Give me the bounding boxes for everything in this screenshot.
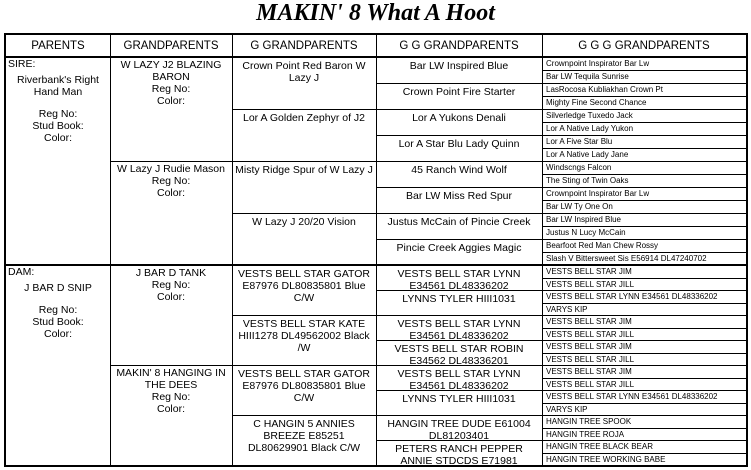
ggg-grandparent-cell: HANGIN TREE ROJA	[546, 429, 625, 439]
reg-no-label: Reg No:	[151, 175, 191, 187]
registration-info	[8, 304, 108, 340]
gg-grandparent-cell: Bar LW Miss Red Spur	[406, 190, 512, 202]
ggg-grandparent-cell: Bearfoot Red Man Chew Rossy	[546, 241, 659, 250]
ggg-grandparent-cell: LasRocosa Kubliakhan Crown Pt	[546, 85, 663, 94]
ggg-grandparent-cell: Justus N Lucy McCain	[546, 228, 626, 237]
ggg-grandparent-cell: VESTS BELL STAR JIM	[546, 367, 632, 376]
color-label: Color:	[156, 95, 185, 107]
ggg-grandparent-cell: HANGIN TREE WORKING BABE	[546, 454, 666, 464]
ggg-grandparent-cell: VESTS BELL STAR JILL	[546, 379, 635, 389]
column-header: G GRANDPARENTS	[250, 40, 358, 52]
ggg-grandparent-cell: VARYS KIP	[546, 404, 588, 414]
column-divider	[376, 35, 377, 465]
registration-info	[8, 108, 108, 144]
stud-book-label: Stud Book:	[32, 316, 84, 328]
pedigree-table	[4, 33, 748, 467]
grandparent-name: MAKIN' 8 HANGING IN THE DEES	[116, 367, 226, 391]
grandparent-name: W LAZY J2 BLAZING BARON	[120, 59, 222, 83]
gg-grandparent-cell: VESTS BELL STAR LYNN E34561 DL48336202	[397, 368, 521, 389]
grandparent-cell	[112, 367, 230, 463]
ggg-grandparent-cell: VESTS BELL STAR JILL	[546, 329, 635, 339]
ggg-grandparent-cell: Slash V Bittersweet Sis E56914 DL47240702	[546, 254, 707, 263]
gg-grandparent-cell: VESTS BELL STAR ROBIN E34562 DL48336201	[394, 343, 524, 364]
reg-no-label: Reg No:	[38, 304, 78, 316]
ggg-grandparent-cell: HANGIN TREE BLACK BEAR	[546, 442, 653, 451]
reg-no-label: Reg No:	[38, 108, 78, 120]
reg-no-label: Reg No:	[151, 279, 191, 291]
reg-no-label: Reg No:	[151, 391, 191, 403]
ggg-grandparent-cell: The Sting of Twin Oaks	[546, 176, 629, 185]
reg-no-label: Reg No:	[151, 83, 191, 95]
ggg-grandparent-cell: Lor A Five Star Blu	[546, 137, 613, 146]
dam-name: J BAR D SNIP	[24, 282, 92, 294]
column-header: PARENTS	[31, 40, 85, 52]
ggg-grandparent-cell: VESTS BELL STAR LYNN E34561 DL48336202	[546, 292, 718, 301]
column-header: GRANDPARENTS	[123, 40, 219, 52]
gg-grandparent-cell: HANGIN TREE DUDE E61004 DL81203401	[387, 418, 531, 439]
ggg-grandparent-cell: Silverledge Tuxedo Jack	[546, 111, 633, 120]
ggg-grandparent-cell: Lor A Native Lady Yukon	[546, 124, 634, 133]
column-divider	[110, 35, 111, 465]
grandparent-name: W Lazy J Rudie Mason	[117, 163, 225, 175]
gg-grandparent-cell: LYNNS TYLER HIII1031	[402, 293, 516, 305]
grandparent-name: J BAR D TANK	[135, 267, 207, 279]
column-divider	[232, 35, 233, 465]
ggg-grandparent-cell: VESTS BELL STAR JIM	[546, 267, 632, 276]
gg-grandparent-cell: Lor A Yukons Denali	[412, 112, 506, 124]
gg-grandparent-cell: VESTS BELL STAR LYNN E34561 DL48336202	[397, 268, 521, 289]
sire-name: Riverbank's Right Hand Man	[17, 74, 99, 98]
ggg-grandparent-cell: VESTS BELL STAR JILL	[546, 279, 635, 289]
ggg-grandparent-cell: Crownpoint Inspirator Bar Lw	[546, 59, 650, 68]
parent-cell	[8, 266, 108, 464]
g-grandparent-cell: Crown Point Red Baron W Lazy J	[242, 60, 366, 84]
ggg-grandparent-cell: VESTS BELL STAR JIM	[546, 342, 632, 351]
dam-label: DAM:	[8, 266, 35, 278]
gg-grandparent-cell: Pincie Creek Aggies Magic	[396, 242, 522, 254]
g-grandparent-cell: VESTS BELL STAR GATOR E87976 DL80835801 Blue C/W	[237, 268, 371, 304]
g-grandparent-cell: C HANGIN 5 ANNIES BREEZE E85251 DL80629901 Black C/W	[247, 418, 361, 454]
gg-grandparent-cell: VESTS BELL STAR LYNN E34561 DL48336202	[397, 318, 521, 339]
ggg-grandparent-cell: Windscngs Falcon	[546, 163, 612, 172]
grandparent-cell	[112, 163, 230, 263]
g-grandparent-cell: VESTS BELL STAR KATE HIII1278 DL49562002 Black /W	[238, 318, 370, 354]
gg-grandparent-cell: Crown Point Fire Starter	[402, 86, 516, 98]
page-title: MAKIN' 8 What A Hoot	[256, 0, 495, 26]
gg-grandparent-cell: PETERS RANCH PEPPER ANNIE STDCDS E71981	[395, 443, 523, 464]
gg-grandparent-cell: Justus McCain of Pincie Creek	[387, 216, 531, 228]
ggg-grandparent-cell: VESTS BELL STAR JIM	[546, 317, 632, 326]
sire-label: SIRE:	[8, 58, 36, 70]
g-grandparent-cell: Misty Ridge Spur of W Lazy J	[235, 164, 373, 176]
ggg-grandparent-cell: Mighty Fine Second Chance	[546, 98, 647, 107]
color-label: Color:	[156, 291, 185, 303]
parent-cell	[8, 58, 108, 264]
color-label: Color:	[156, 403, 185, 415]
g-grandparent-cell: Lor A Golden Zephyr of J2	[243, 112, 365, 124]
color-label: Color:	[156, 187, 185, 199]
ggg-grandparent-cell: Bar LW Inspired Blue	[546, 215, 621, 224]
gg-grandparent-cell: LYNNS TYLER HIII1031	[402, 393, 516, 405]
g-grandparent-cell: W Lazy J 20/20 Vision	[252, 216, 356, 228]
column-header: G G G GRANDPARENTS	[578, 40, 710, 52]
gg-grandparent-cell: Lor A Star Blu Lady Quinn	[398, 138, 520, 150]
column-header: G G GRANDPARENTS	[399, 40, 519, 52]
ggg-grandparent-cell: Crownpoint Inspirator Bar Lw	[546, 189, 650, 198]
gg-grandparent-cell: 45 Ranch Wind Wolf	[411, 164, 507, 176]
ggg-grandparent-cell: Bar LW Ty One On	[546, 202, 613, 211]
ggg-grandparent-cell: VARYS KIP	[546, 304, 588, 314]
grandparent-cell	[112, 267, 230, 363]
stud-book-label: Stud Book:	[32, 120, 84, 132]
ggg-grandparent-cell: VESTS BELL STAR LYNN E34561 DL48336202	[546, 392, 718, 401]
ggg-grandparent-cell: HANGIN TREE SPOOK	[546, 417, 632, 426]
ggg-grandparent-cell: VESTS BELL STAR JILL	[546, 354, 635, 364]
gg-grandparent-cell: Bar LW Inspired Blue	[409, 60, 509, 72]
color-label: Color:	[43, 328, 72, 340]
ggg-grandparent-cell: Bar LW Tequila Sunrise	[546, 72, 629, 81]
color-label: Color:	[43, 132, 72, 144]
grandparent-cell	[112, 59, 230, 159]
g-grandparent-cell: VESTS BELL STAR GATOR E87976 DL80835801 Blue C/W	[237, 368, 371, 404]
ggg-grandparent-cell: Lor A Native Lady Jane	[546, 150, 629, 159]
